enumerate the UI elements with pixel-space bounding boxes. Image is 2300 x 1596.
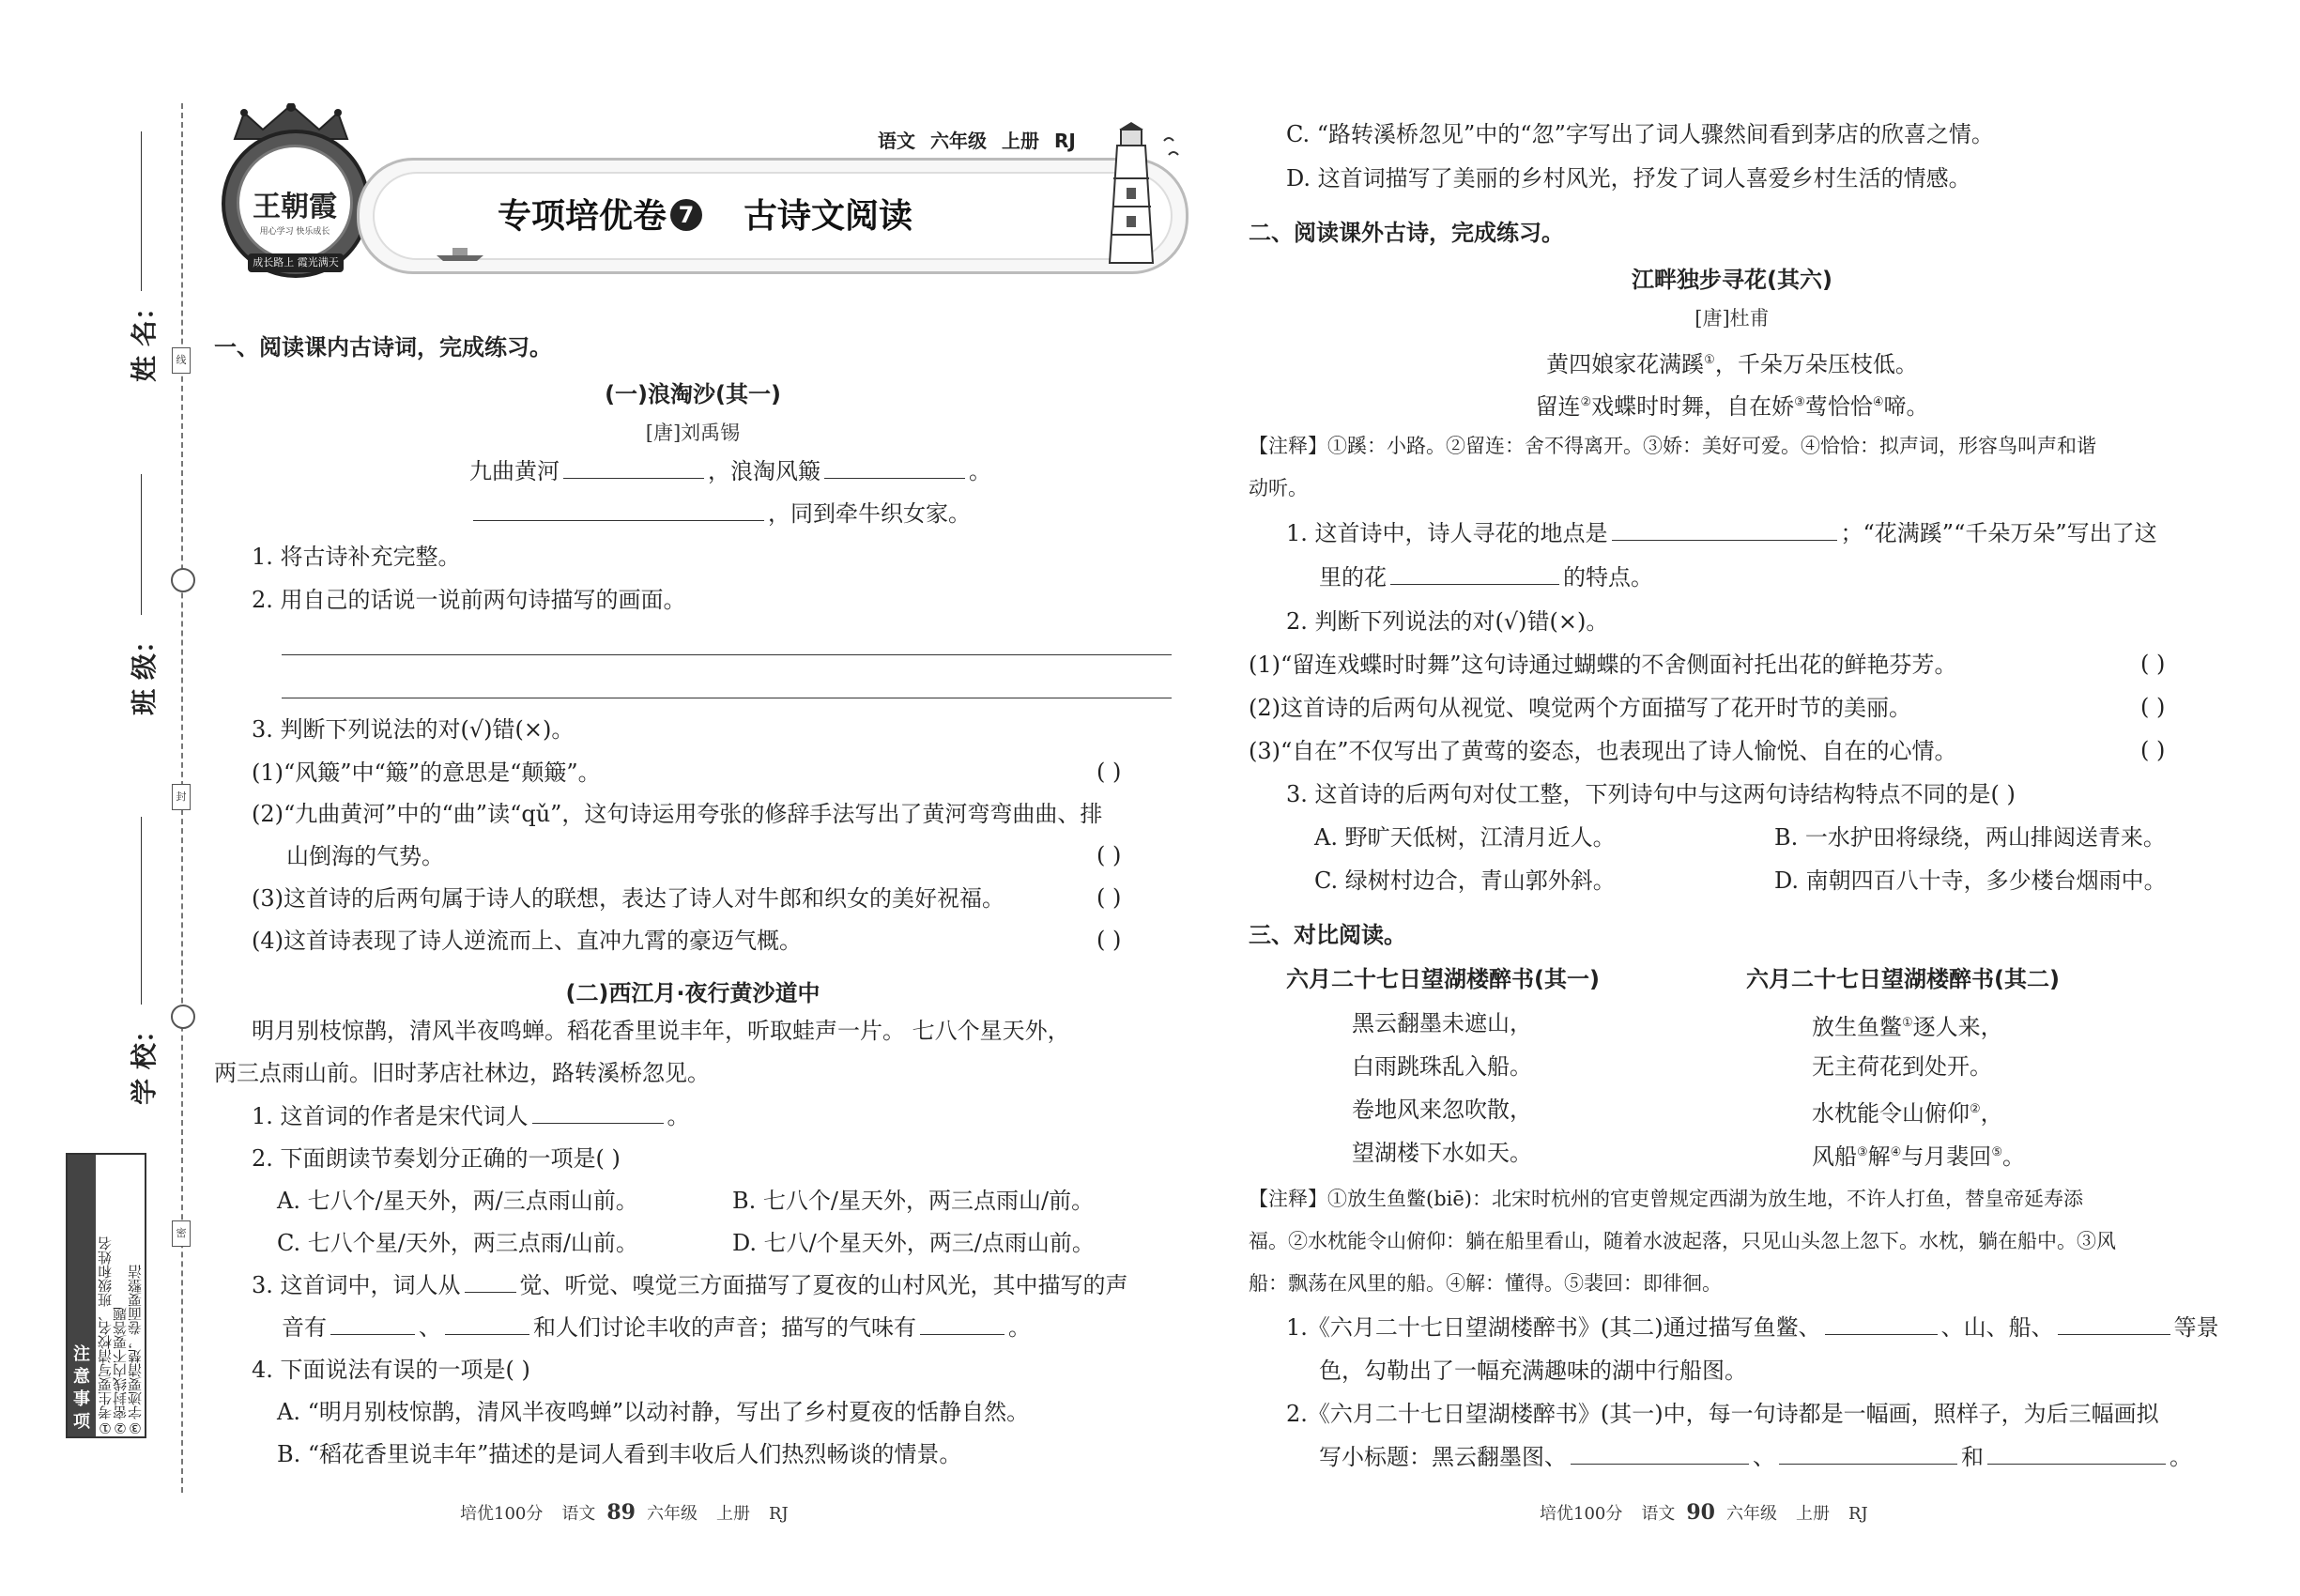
grade-info [878,126,1091,153]
poem-2-question-3: 3. 这首词中，词人从 觉、听觉、嗅觉三方面描写了夏夜的山村风光，其中描写的声 [252,1272,1128,1298]
notice-title [68,1155,96,1436]
footer-left: 培优100分 语文 89 六年级 上册 RJ [460,1500,789,1525]
notice-item-2: ②密封线内不要答题 [112,1307,129,1436]
poem-1-author: [唐]刘禹锡 [645,422,741,444]
option-A: A. “明月别枝惊鹊，清风半夜鸣蝉”以动衬静，写出了乡村夏夜的恬静自然。 [277,1399,1030,1425]
poem-1-line-2: ，同到牵牛织女家。 [469,499,971,528]
poem-3-line-1: 黄四娘家花满蹊①，千朵万朵压枝低。 [1546,351,1918,377]
poem-3-title: 江畔独步寻花(其六) [1632,267,1832,293]
punch-hole-icon [171,1005,195,1029]
boat-icon [432,244,488,263]
question-3-3: (3)这首诗的后两句属于诗人的联想，表达了诗人对牛郎和织女的美好祝福。 [252,885,1004,912]
lighthouse-icon [1080,122,1183,272]
option-D: D. 七八/个星天外，两三/点雨山前。 [732,1230,1095,1256]
school-label: 学 校： [128,1017,160,1105]
poem-3-question-2: 2. 判断下列说法的对(√)错(×)。 [1286,608,1609,635]
question-3-4: (4)这首诗表现了诗人逆流而上、直冲九霄的豪迈气概。 [252,928,802,954]
poem-5-line-2: 无主荷花到处开。 [1812,1053,1992,1080]
answer-paren[interactable]: ( ) [2140,694,2166,720]
poem-5-notes-cont-2: 船：飘荡在风里的船。④解：懂得。⑤裴回：即徘徊。 [1249,1272,1722,1295]
poem-4-line-3: 卷地风来忽吹散， [1352,1097,1532,1123]
option-A: A. 野旷天低树，江清月近人。 [1314,824,1616,851]
poem-3-line-2: 留连②戏蝶时时舞，自在娇③莺恰恰④啼。 [1535,393,1929,420]
title-prefix: 专项培优卷 [498,197,667,236]
poem-4-line-4: 望湖楼下水如天。 [1352,1140,1532,1166]
school-line[interactable] [141,817,142,1005]
notice-item-3: ③字迹要清楚，卷面要整洁 [127,1265,144,1436]
poem-2-question-1: 1. 这首词的作者是宋代词人 。 [252,1103,690,1129]
answer-paren[interactable]: ( ) [1096,759,1122,785]
question-3-1: (1)“风簸”中“簸”的意思是“颠簸”。 [252,760,601,786]
notice-title-char: 意 [73,1367,90,1387]
sound-blank-1[interactable] [330,1313,415,1335]
answer-paren[interactable]: ( ) [1096,927,1122,953]
name-line[interactable] [141,131,142,291]
poem-4-title: 六月二十七日望湖楼醉书(其一) [1286,966,1600,992]
cut-mark-secret: 密 [172,1220,191,1247]
page-number: 90 [1686,1500,1715,1525]
poem-5-question-1: 1.《六月二十七日望湖楼醉书》(其二)通过描写鱼鳖、 、山、船、 等景 [1286,1314,2219,1341]
option-A: A. 七八个/星天外，两/三点雨山前。 [277,1188,638,1214]
question-3: 3. 判断下列说法的对(√)错(×)。 [252,716,575,743]
section-1-heading: 一、阅读课内古诗词，完成练习。 [214,334,552,361]
option-B: B. 一水护田将绿绕，两山排闼送青来。 [1774,824,2166,851]
poem-3-notes-cont: 动听。 [1249,477,1308,499]
answer-line-1[interactable] [282,654,1172,655]
notice-title-char: 事 [73,1389,90,1409]
poem-2-question-3-cont: 音有 、 和人们讨论丰收的声音；描写的气味有 。 [282,1314,1031,1341]
poem-5-notes: 【注释】①放生鱼鳖(biē)：北宋时杭州的官吏曾规定西湖为放生地，不许人打鱼，替皇帝延寿添 [1249,1188,2083,1210]
logo-text: 王朝霞 [253,191,337,223]
class-line[interactable] [141,474,142,615]
poem-5-notes-cont-1: 福。②水枕能令山俯仰：躺在船里看山，随着水波起落，只见山头忽上忽下。水枕，躺在船中。③风 [1249,1230,2116,1252]
poem-4-line-2: 白雨跳珠乱入船。 [1352,1053,1532,1080]
notice-title-char: 项 [73,1412,90,1432]
flower-feature-blank[interactable] [1390,563,1559,585]
class-label: 班 级： [128,627,160,715]
footer-right: 培优100分 语文 90 六年级 上册 RJ [1540,1500,1868,1525]
poem-5-title: 六月二十七日望湖楼醉书(其二) [1746,966,2060,992]
poem-4-question-2-cont: 写小标题：黑云翻墨图、 、 和 。 [1319,1444,2192,1470]
poem-5-question-1-cont: 色，勾勒出了一幅充满趣味的湖中行船图。 [1319,1358,1747,1384]
title-main: 古诗文阅读 [744,197,913,236]
author-blank[interactable] [532,1102,664,1124]
section-3-heading: 三、对比阅读。 [1249,922,1406,948]
cut-mark-line: 线 [172,347,191,374]
poem-3-question-1-cont: 里的花 的特点。 [1319,564,1653,591]
scene-blank-2[interactable] [2058,1313,2170,1335]
poem-3-question-3: 3. 这首诗的后两句对仗工整，下列诗句中与这两句诗结构特点不同的是( ) [1286,781,2016,807]
binding-margin [0,0,188,1596]
sense-blank[interactable] [465,1271,516,1293]
poem-2-line-2: 两三点雨山前。旧时茅店社林边，路转溪桥忽见。 [214,1060,710,1086]
poem-1-blank-3[interactable] [473,499,764,521]
poem-2-question-4: 4. 下面说法有误的一项是( ) [252,1357,530,1383]
poem-5-line-3: 水枕能令山俯仰②， [1812,1100,2003,1127]
option-B: B. “稻花香里说丰年”描述的是词人看到丰收后人们热烈畅谈的情景。 [277,1441,962,1467]
poem-1-title: (一)浪淘沙(其一) [605,381,781,407]
punch-hole-icon [171,568,195,592]
option-C: C. 七八个星/天外，两三点雨/山前。 [277,1230,638,1256]
logo-band: 成长路上 霞光满天 [248,253,344,272]
poem-1-blank-2[interactable] [824,457,965,479]
option-B: B. 七八个/星天外，两三点雨山/前。 [732,1188,1095,1214]
notice-box [66,1153,146,1438]
answer-paren[interactable]: ( ) [2140,651,2166,677]
scene-blank-1[interactable] [1825,1313,1938,1335]
poem-5-line-1: 放生鱼鳖①逐人来， [1812,1014,2003,1040]
subtitle-blank-1[interactable] [1571,1443,1749,1465]
option-D: D. 这首词描写了美丽的乡村风光，抒发了词人喜爱乡村生活的情感。 [1286,165,1971,192]
worksheet-header [207,103,1192,291]
edition-label: RJ [1054,130,1076,152]
smell-blank[interactable] [920,1313,1004,1335]
question-1: 1. 将古诗补充完整。 [252,544,461,570]
sound-blank-2[interactable] [445,1313,529,1335]
logo-tagline: 用心学习 快乐成长 [259,227,330,237]
page-number: 89 [606,1500,636,1525]
poem-3-question-2-2: (2)这首诗的后两句从视觉、嗅觉两个方面描写了花开时节的美丽。 [1249,695,1911,721]
poem-5-line-4: 风船③解④与月裴回⑤。 [1812,1143,2025,1170]
name-label: 姓 名： [128,294,160,382]
answer-paren[interactable]: ( ) [1096,842,1122,868]
brand-logo [222,130,370,278]
subtitle-blank-3[interactable] [1987,1443,2166,1465]
poem-3-author: [唐]杜甫 [1694,307,1770,330]
poem-3-question-2-1: (1)“留连戏蝶时时舞”这句诗通过蝴蝶的不舍侧面衬托出花的鲜艳芬芳。 [1249,652,1957,678]
poem-3-notes: 【注释】①蹊：小路。②留连：舍不得离开。③娇：美好可爱。④恰恰：拟声词，形容鸟叫声和谐 [1249,435,2096,457]
answer-paren[interactable]: ( ) [1096,884,1122,911]
question-3-2: (2)“九曲黄河”中的“曲”读“qǔ”，这句诗运用夸张的修辞手法写出了黄河弯弯曲曲、排 [252,801,1103,827]
poem-1-line-1: 九曲黄河 ，浪淘风簸 。 [469,458,991,484]
subtitle-blank-2[interactable] [1779,1443,1957,1465]
subject-label: 语文 [878,130,915,152]
notice-title-char: 注 [73,1344,90,1364]
poem-4-line-1: 黑云翻墨未遮山， [1352,1010,1532,1036]
location-blank[interactable] [1612,519,1837,541]
option-C: C. “路转溪桥忽见”中的“忽”字写出了词人骤然间看到茅店的欣喜之情。 [1286,121,1994,147]
cut-mark-seal: 封 [172,784,191,810]
title-number: 7 [670,199,702,231]
grade-label: 六年级 [930,130,987,152]
option-C: C. 绿树村边合，青山郭外斜。 [1314,867,1616,894]
answer-paren[interactable]: ( ) [2140,737,2166,763]
poem-4-question-2: 2.《六月二十七日望湖楼醉书》(其一)中，每一句诗都是一幅画，照样子，为后三幅画拟 [1286,1401,2159,1427]
section-2-heading: 二、阅读课外古诗，完成练习。 [1249,220,1564,246]
question-3-2-cont: 山倒海的气势。 [286,843,444,869]
poem-2-title: (二)西江月·夜行黄沙道中 [565,980,820,1006]
volume-label: 上册 [1002,130,1039,152]
notice-item-1: ①考生要写清校名、班级和姓名 [97,1236,114,1436]
poem-3-question-2-3: (3)“自在”不仅写出了黄莺的姿态，也表现出了诗人愉悦、自在的心情。 [1249,738,1957,764]
page-title [498,190,912,238]
option-D: D. 南朝四百八十寺，多少楼台烟雨中。 [1774,867,2167,894]
question-2: 2. 用自己的话说一说前两句诗描写的画面。 [252,587,686,613]
poem-1-blank-1[interactable] [563,457,704,479]
poem-2-question-2: 2. 下面朗读节奏划分正确的一项是( ) [252,1145,621,1172]
poem-2-line-1: 明月别枝惊鹊，清风半夜鸣蝉。稻花香里说丰年，听取蛙声一片。 七八个星天外， [252,1018,1070,1044]
poem-3-question-1: 1. 这首诗中，诗人寻花的地点是 ；“花满蹊”“千朵万朵”写出了这 [1286,520,2157,546]
